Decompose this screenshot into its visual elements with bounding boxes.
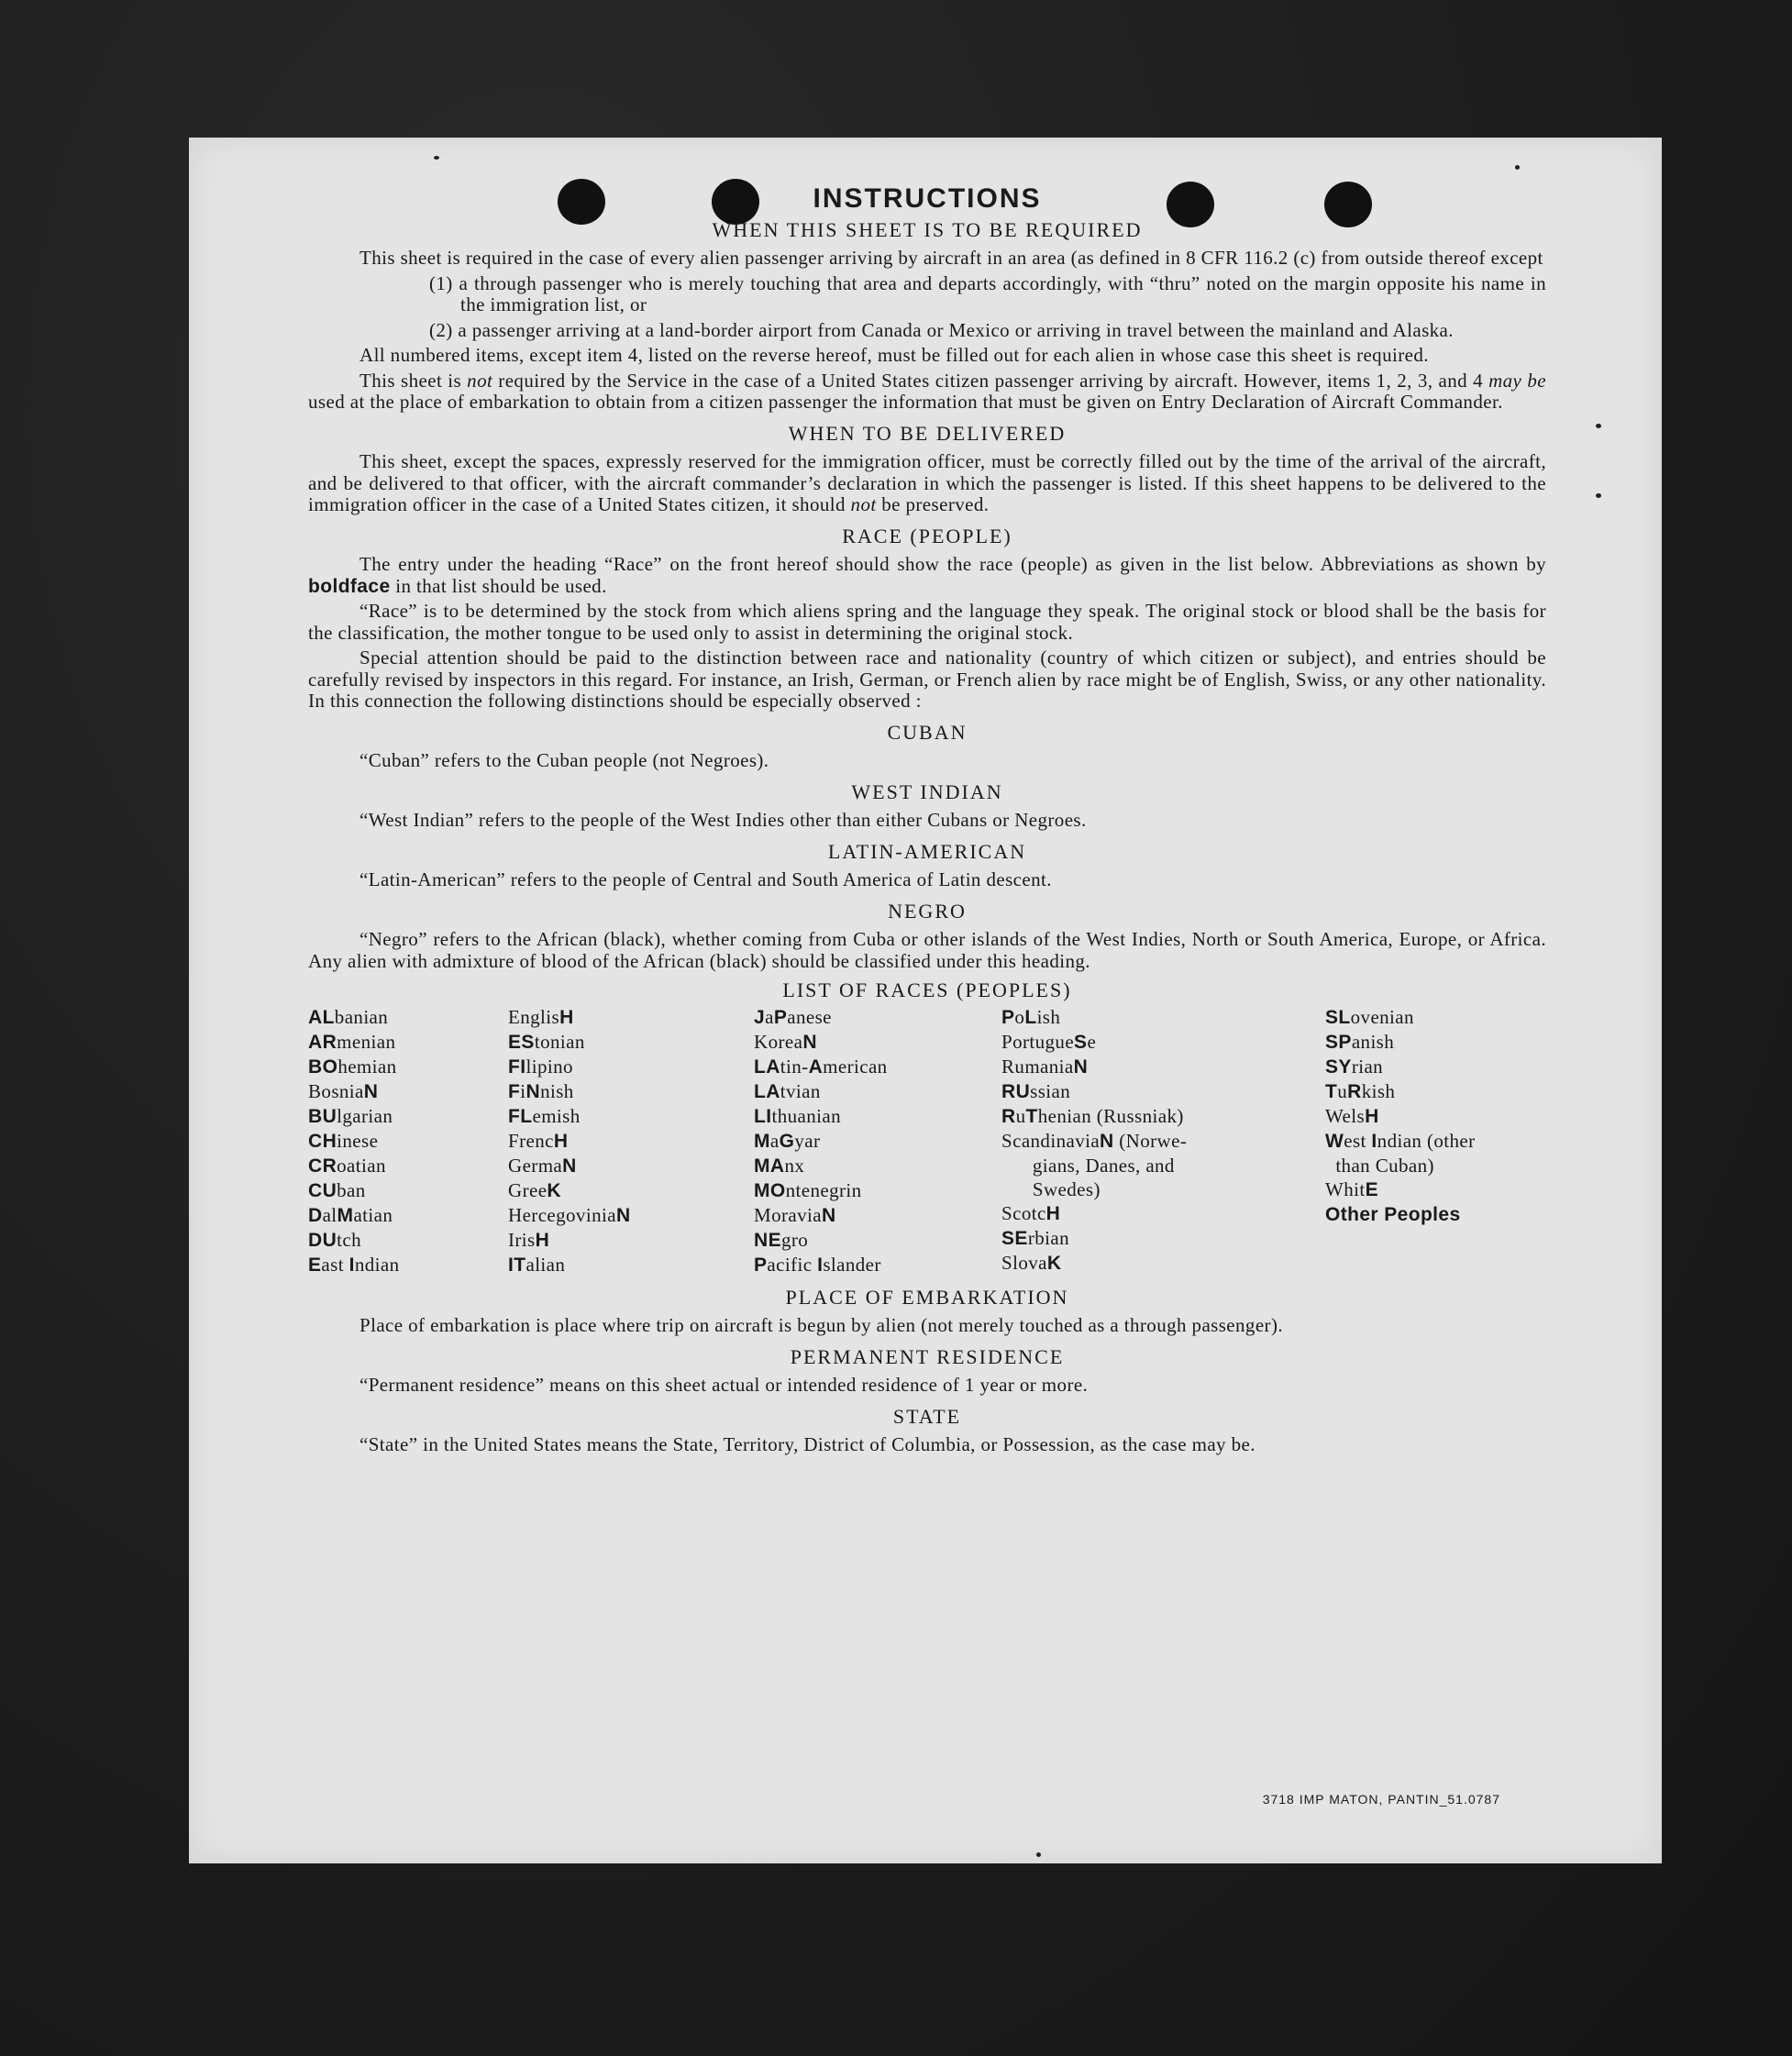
heading-embarkation: PLACE OF EMBARKATION — [785, 1285, 1069, 1309]
races-column — [508, 1005, 754, 1277]
race-abbreviation: A — [808, 1056, 824, 1078]
race-entry — [754, 1005, 1001, 1030]
race-abbreviation: R — [1001, 1105, 1016, 1127]
race-text: erma — [522, 1154, 563, 1177]
race-text: hemian — [337, 1055, 397, 1078]
race-entry — [1325, 1177, 1546, 1202]
race-text: gro — [780, 1228, 809, 1251]
race-abbreviation: H — [1365, 1105, 1379, 1127]
race-abbreviation: FI — [508, 1056, 526, 1078]
race-text: M — [754, 1203, 772, 1226]
race-entry — [308, 1203, 508, 1228]
race-text: ban — [337, 1178, 366, 1201]
race-abbreviation: CH — [308, 1130, 337, 1152]
race-text: thuanian — [771, 1104, 841, 1127]
race-abbreviation: LA — [754, 1080, 780, 1102]
race-abbreviation: W — [1325, 1130, 1344, 1152]
race-abbreviation: NE — [754, 1229, 781, 1251]
race-text: B — [308, 1079, 322, 1102]
race-text: atian — [353, 1203, 393, 1226]
race-entry — [308, 1104, 508, 1129]
races-list — [308, 1005, 1546, 1277]
race-abbreviation: N — [1073, 1056, 1089, 1078]
text-run: required by the Service in the case of a United States citizen passenger arriving by aircraft. However, items 1, 2, 3, and 4 — [492, 369, 1489, 392]
heading-required: WHEN THIS SHEET IS TO BE REQUIRED — [712, 217, 1143, 241]
race-text: W — [1325, 1177, 1344, 1200]
race-entry — [1001, 1079, 1325, 1104]
race-abbreviation: N — [562, 1155, 577, 1177]
race-text: cotc — [1012, 1201, 1046, 1224]
races-column — [1325, 1005, 1546, 1277]
race-abbreviation: N — [615, 1204, 631, 1226]
race-abbreviation: IT — [508, 1254, 526, 1276]
race-abbreviation: F — [508, 1080, 521, 1102]
race-text: nish — [540, 1079, 574, 1102]
race-abbreviation: P — [754, 1254, 768, 1276]
race-abbreviation: M — [754, 1130, 770, 1152]
race-text: E — [508, 1005, 521, 1028]
race-text: K — [754, 1030, 769, 1053]
race-abbreviation: AL — [308, 1006, 335, 1028]
race-entry — [1001, 1251, 1325, 1276]
race-abbreviation: I — [817, 1254, 824, 1276]
race-abbreviation: M — [337, 1204, 354, 1226]
race-abbreviation: P — [1001, 1006, 1015, 1028]
race-text: H — [508, 1203, 523, 1226]
heading-latin-american: LATIN-AMERICAN — [827, 839, 1027, 863]
race-entry — [508, 1203, 754, 1228]
race-entry — [308, 1154, 508, 1178]
residence-text: “Permanent residence” means on this sheet actual or intended residence of 1 year or more. — [360, 1374, 1089, 1396]
speck — [1515, 165, 1520, 170]
race-abbreviation: MA — [754, 1155, 785, 1177]
race-abbreviation: R — [1347, 1080, 1362, 1102]
race-text: ndian — [354, 1253, 400, 1276]
race-entry — [1001, 1129, 1325, 1201]
speck — [1596, 493, 1601, 498]
race-abbreviation: E — [1365, 1178, 1379, 1200]
race-text: els — [1342, 1104, 1366, 1127]
race-entry — [754, 1228, 1001, 1253]
text-run: used at the place of embarkation to obtain from a citizen passenger the information that must be given on Entry Declaration of Aircraft Commander. — [308, 391, 1503, 413]
race-text: ortugue — [1012, 1030, 1075, 1053]
race-text: F — [508, 1129, 520, 1152]
race-entry — [1001, 1055, 1325, 1079]
race-text: ree — [522, 1178, 548, 1201]
speck — [1596, 424, 1601, 428]
race-text: umania — [1014, 1055, 1074, 1078]
races-column — [308, 1005, 508, 1277]
race-text: alian — [525, 1253, 566, 1276]
emphasis: not — [850, 493, 877, 515]
race-text: a — [765, 1005, 774, 1028]
race-abbreviation: MO — [754, 1179, 786, 1201]
heading-permanent-residence: PERMANENT RESIDENCE — [790, 1344, 1065, 1368]
race-text: tonian — [534, 1030, 585, 1053]
race-entry — [308, 1055, 508, 1079]
race-entry — [754, 1030, 1001, 1055]
race-text: anish — [1351, 1030, 1395, 1053]
race-entry — [508, 1129, 754, 1154]
delivered-paragraph — [308, 451, 1546, 516]
race-text: ssian — [1030, 1079, 1071, 1102]
race-text: ntenegrin — [785, 1178, 862, 1201]
race-entry — [1325, 1202, 1546, 1227]
race-abbreviation: CR — [308, 1155, 337, 1177]
race-text: G — [508, 1154, 523, 1177]
race-entry — [508, 1005, 754, 1030]
race-abbreviation: T — [1025, 1105, 1038, 1127]
race-entry — [308, 1005, 508, 1030]
race-text: ris — [514, 1228, 536, 1251]
race-text: (Norwe- gians, Danes, and Swedes) — [1032, 1129, 1188, 1200]
race-text: acific — [767, 1253, 818, 1276]
race-abbreviation: BU — [308, 1105, 337, 1127]
race-text: tch — [337, 1228, 361, 1251]
race-entry — [1325, 1030, 1546, 1055]
race-abbreviation: J — [754, 1006, 766, 1028]
race-text: oatian — [337, 1154, 386, 1177]
text-run: The entry under the heading “Race” on the front hereof should show the race (people) as given in the list below. Abbreviations as shown by — [360, 553, 1546, 575]
heading-list-of-races: LIST OF RACES (PEOPLES) — [782, 978, 1072, 1001]
speck — [434, 156, 439, 160]
race-entry — [508, 1104, 754, 1129]
speck — [1036, 1852, 1041, 1857]
race-entry — [1001, 1030, 1325, 1055]
race-text: orea — [768, 1030, 803, 1053]
race-text: yar — [794, 1129, 821, 1152]
race-entry — [508, 1079, 754, 1104]
race-abbreviation: CU — [308, 1179, 337, 1201]
race-text: inese — [337, 1129, 379, 1152]
race-paragraph-3: Special attention should be paid to the distinction between race and nationality (country of which citizen or subject), and entries should be carefully revised by inspectors in this regard. For instance, an Irish, German, or French alien by race might be of English, Swiss, or any other nationality. In this connection the following distinctions should be especially observed : — [308, 647, 1546, 712]
race-entry — [508, 1154, 754, 1178]
race-text: ish — [1036, 1005, 1061, 1028]
race-text: henian (Russniak) — [1037, 1104, 1184, 1127]
race-entry — [754, 1129, 1001, 1154]
text-run: This sheet is — [360, 369, 468, 392]
race-entry — [1325, 1005, 1546, 1030]
race-abbreviation: LI — [754, 1105, 772, 1127]
race-text: e — [1087, 1030, 1097, 1053]
race-entry — [308, 1129, 508, 1154]
race-entry — [308, 1228, 508, 1253]
race-entry — [1325, 1079, 1546, 1104]
cuban-text: “Cuban” refers to the Cuban people (not Negroes). — [360, 749, 769, 771]
race-entry — [1001, 1005, 1325, 1030]
state-text: “State” in the United States means the State, Territory, District of Columbia, or Possession, as the case may be. — [360, 1433, 1256, 1455]
race-text: i — [520, 1079, 526, 1102]
race-text: S — [1001, 1201, 1013, 1224]
race-entry — [308, 1253, 508, 1277]
race-abbreviation: D — [308, 1204, 323, 1226]
race-text: R — [1001, 1055, 1015, 1078]
race-entry — [1001, 1226, 1325, 1251]
required-intro: This sheet is required in the case of every alien passenger arriving by aircraft in an area (as defined in 8 CFR 116.2 (c) from outside thereof except — [360, 247, 1543, 269]
race-paragraph-2: “Race” is to be determined by the stock from which aliens spring and the language they speak. The original stock or blood shall be the basis for the classification, the mother tongue to be used only to assist in determining the original stock. — [308, 600, 1546, 644]
heading-state: STATE — [892, 1404, 962, 1428]
race-text: a — [769, 1129, 780, 1152]
race-text: rian — [1351, 1055, 1384, 1078]
exception-item-1: (1) a through passenger who is merely touching that area and departs accordingly, with “thru” noted on the margin opposite his name in the immigration list, or — [429, 271, 1546, 315]
race-text: lgarian — [337, 1104, 393, 1127]
race-text: slander — [823, 1253, 881, 1276]
text-run: be preserved. — [876, 493, 990, 515]
race-text: ovenian — [1350, 1005, 1414, 1028]
negro-text: “Negro” refers to the African (black), whether coming from Cuba or other islands of the West Indies, North or South America, Europe, or Africa. Any alien with admixture of blood of the African (black) should be classified under this heading. — [308, 928, 1546, 972]
race-text: merican — [823, 1055, 888, 1078]
race-abbreviation: H — [559, 1006, 574, 1028]
race-abbreviation: Other Peoples — [1325, 1203, 1461, 1225]
race-text: menian — [337, 1030, 396, 1053]
races-column — [1001, 1005, 1325, 1277]
race-text: lova — [1012, 1251, 1047, 1274]
race-abbreviation: I — [1371, 1130, 1377, 1152]
race-abbreviation: N — [821, 1204, 836, 1226]
race-text: anese — [787, 1005, 832, 1028]
race-text: lipino — [525, 1055, 573, 1078]
race-abbreviation: E — [308, 1254, 322, 1276]
race-entry — [508, 1055, 754, 1079]
embarkation-text: Place of embarkation is place where trip on aircraft is begun by alien (not merely touched as a through passenger). — [360, 1314, 1283, 1336]
race-abbreviation: DU — [308, 1229, 337, 1251]
emphasis: may be — [1488, 369, 1546, 392]
race-text: I — [508, 1228, 515, 1251]
race-entry — [1325, 1104, 1546, 1129]
race-text: est — [1344, 1129, 1372, 1152]
race-text: o — [321, 1079, 332, 1102]
race-abbreviation: SP — [1325, 1031, 1352, 1053]
boldface-word: boldface — [308, 575, 391, 597]
race-entry — [508, 1253, 754, 1277]
race-text: rbian — [1027, 1226, 1069, 1249]
race-entry — [754, 1203, 1001, 1228]
race-text: nx — [784, 1154, 805, 1177]
page-title: INSTRUCTIONS — [813, 183, 1042, 214]
text-run: in that list should be used. — [390, 574, 607, 597]
race-text: renc — [519, 1129, 554, 1152]
race-text: emish — [532, 1104, 581, 1127]
race-text: o — [1014, 1005, 1025, 1028]
race-text: banian — [334, 1005, 389, 1028]
race-text: al — [322, 1203, 337, 1226]
race-abbreviation: N — [363, 1080, 379, 1102]
race-text: W — [1325, 1104, 1343, 1127]
race-entry — [308, 1079, 508, 1104]
race-entry — [1001, 1201, 1325, 1226]
race-abbreviation: L — [1024, 1006, 1037, 1028]
race-text: ast — [321, 1253, 349, 1276]
race-entry — [754, 1104, 1001, 1129]
race-abbreviation: G — [779, 1130, 795, 1152]
race-abbreviation: SY — [1325, 1056, 1352, 1078]
race-abbreviation: N — [802, 1031, 817, 1053]
race-text: S — [1001, 1251, 1013, 1274]
race-entry — [508, 1178, 754, 1203]
document-sheet — [189, 138, 1662, 1863]
race-entry — [508, 1228, 754, 1253]
race-entry — [754, 1079, 1001, 1104]
exception-item-2: (2) a passenger arriving at a land-border airport from Canada or Mexico or arriving in travel between the mainland and Alaska. — [429, 318, 1454, 341]
race-text: snia — [331, 1079, 364, 1102]
race-abbreviation: H — [1045, 1202, 1061, 1224]
race-abbreviation: SE — [1001, 1227, 1028, 1249]
race-text: candinavia — [1012, 1129, 1101, 1152]
latin-american-text: “Latin-American” refers to the people of Central and South America of Latin descent. — [360, 868, 1052, 890]
race-text: S — [1001, 1129, 1013, 1152]
heading-west-indian: WEST INDIAN — [851, 779, 1003, 803]
race-abbreviation: K — [1046, 1252, 1062, 1274]
race-abbreviation: RU — [1001, 1080, 1031, 1102]
race-abbreviation: SL — [1325, 1006, 1351, 1028]
text-run: This sheet, except the spaces, expressly reserved for the immigration officer, must be correctly filled out by the time of the arrival of the aircraft, and be delivered to that officer, with the aircraft commander’s declaration in which the passenger is listed. If this sheet happens to be delivered to the immigration officer in the case of a United States citizen, it should — [308, 450, 1546, 515]
race-abbreviation: H — [553, 1130, 569, 1152]
race-abbreviation: K — [547, 1179, 561, 1201]
heading-cuban: CUBAN — [887, 720, 968, 744]
race-abbreviation: ES — [508, 1031, 535, 1053]
race-entry — [754, 1253, 1001, 1277]
race-text: u — [1337, 1079, 1348, 1102]
race-text: tvian — [780, 1079, 821, 1102]
emphasis: not — [467, 369, 493, 392]
race-abbreviation: I — [348, 1254, 355, 1276]
race-entry — [1325, 1055, 1546, 1079]
race-text: ndian (other than Cuban) — [1335, 1129, 1476, 1177]
race-text: oravia — [771, 1203, 822, 1226]
race-abbreviation: LA — [754, 1056, 780, 1078]
west-indian-text: “West Indian” refers to the people of the West Indies other than either Cubans or Negroes. — [360, 809, 1087, 831]
race-abbreviation: FL — [508, 1105, 533, 1127]
required-paragraph-3 — [308, 370, 1546, 414]
race-text: hit — [1344, 1177, 1366, 1200]
race-abbreviation: BO — [308, 1056, 338, 1078]
form-printer-code: 3718 IMP MATON, PANTIN_51.0787 — [1262, 1792, 1500, 1807]
race-text: G — [508, 1178, 523, 1201]
heading-negro: NEGRO — [888, 899, 967, 923]
heading-race: RACE (PEOPLE) — [842, 524, 1012, 547]
race-abbreviation: S — [1074, 1031, 1088, 1053]
race-abbreviation: N — [1100, 1130, 1114, 1152]
race-abbreviation: AR — [308, 1031, 337, 1053]
race-entry — [754, 1154, 1001, 1178]
race-text: nglis — [520, 1005, 560, 1028]
race-entry — [1325, 1129, 1546, 1177]
race-abbreviation: H — [535, 1229, 550, 1251]
race-text: ercegovinia — [522, 1203, 616, 1226]
race-entry — [308, 1030, 508, 1055]
race-abbreviation: P — [773, 1006, 788, 1028]
race-entry — [1001, 1104, 1325, 1129]
race-paragraph-1 — [308, 554, 1546, 597]
race-text: u — [1015, 1104, 1026, 1127]
race-abbreviation: T — [1325, 1080, 1338, 1102]
race-abbreviation: N — [525, 1080, 541, 1102]
race-entry — [754, 1055, 1001, 1079]
required-paragraph-2: All numbered items, except item 4, listed on the reverse hereof, must be filled out for each alien in whose case this sheet is required. — [360, 344, 1429, 366]
heading-delivered: WHEN TO BE DELIVERED — [788, 421, 1067, 445]
races-column — [754, 1005, 1001, 1277]
race-text: tin- — [780, 1055, 809, 1078]
race-entry — [754, 1178, 1001, 1203]
race-entry — [508, 1030, 754, 1055]
race-text: P — [1001, 1030, 1013, 1053]
race-text: kish — [1361, 1079, 1396, 1102]
instructions-content — [308, 183, 1546, 1460]
race-entry — [308, 1178, 508, 1203]
